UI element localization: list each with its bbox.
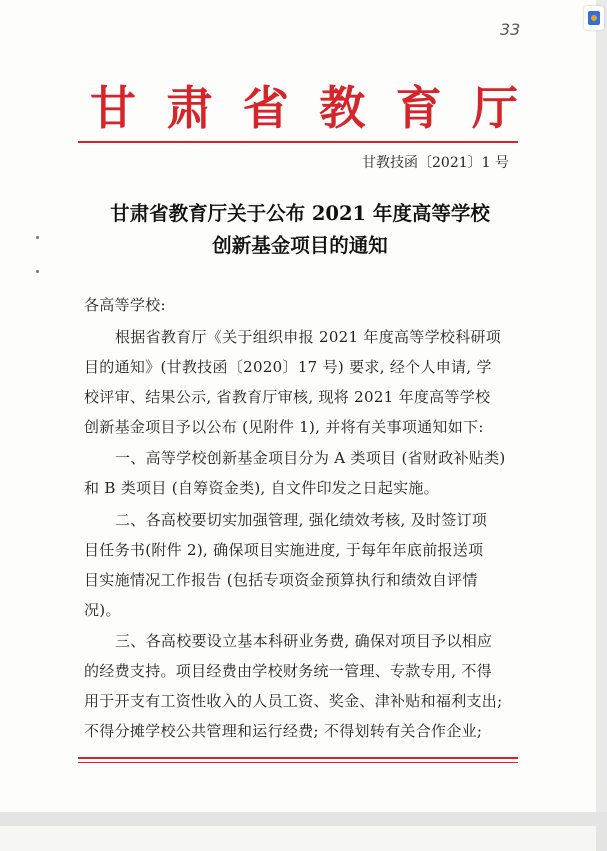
footer-rule-thick [78, 757, 518, 759]
paragraph-line: 目的通知》(甘教技函〔2020〕17 号) 要求, 经个人申请, 学 [84, 358, 492, 376]
handwritten-page-number: 33 [500, 20, 521, 39]
paragraph-line: 不得分摊学校公共管理和运行经费; 不得划转有关合作企业; [84, 722, 483, 740]
paragraph-line: 目实施情况工作报告 (包括专项资金预算执行和绩效自评情 [84, 571, 478, 589]
paragraph-line: 三、各高校要设立基本科研业务费, 确保对项目予以相应 [115, 632, 493, 650]
app-icon[interactable] [584, 6, 604, 30]
salutation: 各高等学校: [84, 296, 166, 314]
paragraph-line: 二、各高校要切实加强管理, 强化绩效考核, 及时签订项 [115, 511, 488, 529]
title-line-1: 甘肃省教育厅关于公布 2021 年度高等学校 [110, 202, 490, 225]
paragraph-line: 况)。 [84, 601, 121, 619]
footer-rule-thin [78, 762, 518, 763]
title-line-2: 创新基金项目的通知 [212, 234, 388, 257]
paragraph-line: 校评审、结果公示, 省教育厅审核, 现将 2021 年度高等学校 [84, 388, 491, 406]
document-number: 甘教技函〔2021〕1 号 [362, 155, 509, 171]
paragraph-line: 的经费支持。项目经费由学校财务统一管理、专款专用, 不得 [84, 662, 492, 680]
paragraph-line: 目任务书(附件 2), 确保项目实施进度, 于每年年底前报送项 [84, 541, 484, 559]
paragraph-line: 一、高等学校创新基金项目分为 A 类项目 (省财政补贴类) [115, 449, 506, 467]
masthead-rule-thick [78, 141, 518, 143]
masthead-title: 甘肃省教育厅 [90, 81, 518, 135]
margin-mark [36, 270, 39, 273]
next-page-edge [0, 826, 596, 851]
paragraph-line: 创新基金项目予以公布 (见附件 1), 并将有关事项通知如下: [84, 418, 484, 436]
paragraph-line: 用于开支有工资性收入的人员工资、奖金、津补贴和福利支出; [84, 692, 503, 710]
margin-mark [36, 236, 39, 239]
paragraph-line: 根据省教育厅《关于组织申报 2021 年度高等学校科研项 [115, 328, 502, 346]
paragraph-line: 和 B 类项目 (自筹资金类), 自文件印发之日起实施。 [84, 479, 439, 497]
